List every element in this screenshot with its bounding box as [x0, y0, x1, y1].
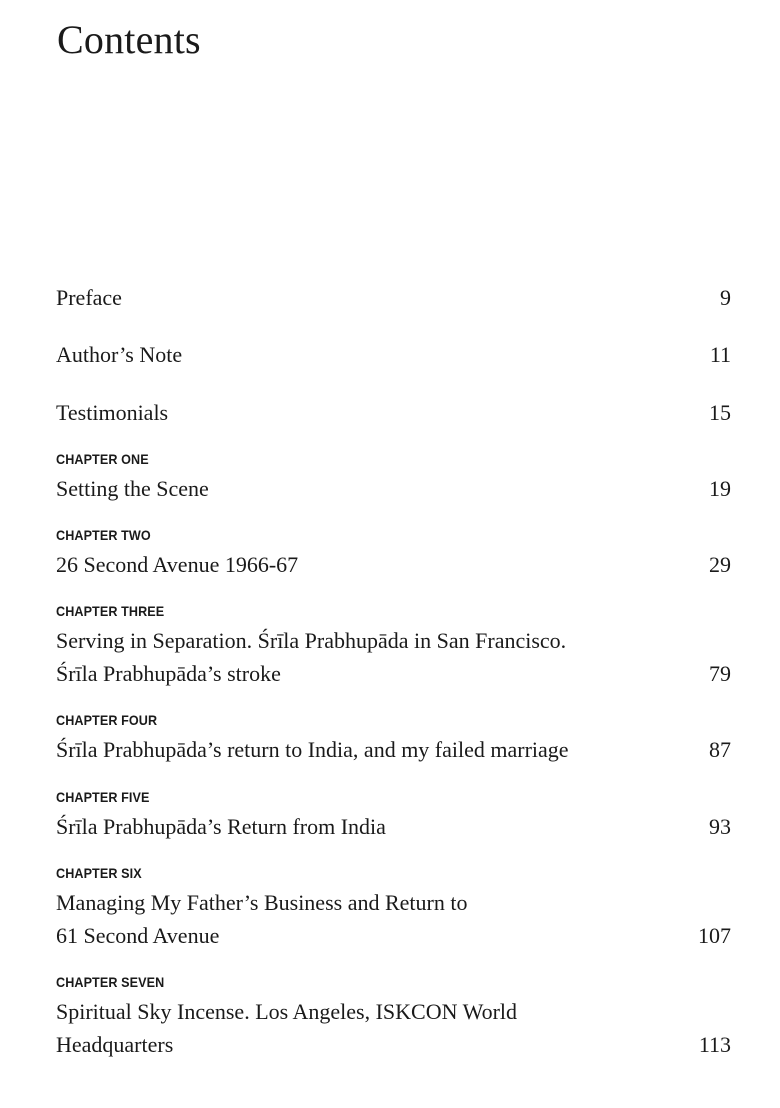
toc-row	[56, 995, 731, 1061]
toc-page-number: 113	[698, 1032, 731, 1057]
toc-row	[56, 338, 731, 371]
toc-page-number: 15	[709, 400, 731, 425]
toc-entry-title-line: 61 Second Avenue	[56, 923, 220, 948]
toc-entry-title-line: Spiritual Sky Incense. Los Angeles, ISKCON World	[56, 999, 518, 1024]
toc-entry-title-line: Managing My Father’s Business and Return to	[56, 890, 468, 915]
toc-row	[56, 624, 731, 690]
toc-entry-title: Śrīla Prabhupāda’s Return from India	[56, 814, 386, 839]
toc-entry-title: Preface	[56, 285, 122, 310]
toc-row	[56, 281, 731, 314]
toc-entry-authors-note[interactable]	[56, 338, 731, 371]
toc-entry-title-line: Serving in Separation. Śrīla Prabhupāda in San Francisco.	[56, 628, 567, 653]
toc-row	[56, 548, 731, 581]
toc-row	[56, 472, 731, 505]
toc-page-number: 9	[720, 285, 731, 310]
chapter-label: CHAPTER SEVEN	[56, 974, 165, 990]
toc-page-number: 93	[709, 814, 731, 839]
toc-entry-chapter-one[interactable]	[56, 450, 731, 505]
toc-entry-chapter-four[interactable]	[56, 711, 731, 766]
toc-entry-chapter-six[interactable]	[56, 864, 731, 952]
toc-row	[56, 810, 731, 843]
toc-page-number: 79	[709, 661, 731, 686]
toc-entry-title: 26 Second Avenue 1966-67	[56, 552, 299, 577]
toc-row	[56, 733, 731, 766]
chapter-label: CHAPTER THREE	[56, 603, 165, 619]
toc-page-number: 107	[698, 923, 731, 948]
toc-entry-testimonials[interactable]	[56, 396, 731, 429]
toc-page-number: 11	[709, 342, 731, 367]
page-title: Contents	[57, 17, 201, 62]
toc-entry-title-line: Headquarters	[56, 1032, 174, 1057]
chapter-label: CHAPTER TWO	[56, 527, 151, 543]
toc-row	[56, 886, 731, 952]
toc-entry-chapter-seven[interactable]	[56, 973, 731, 1061]
toc-entry-preface[interactable]	[56, 281, 731, 314]
toc-entry-title: Śrīla Prabhupāda’s return to India, and my failed marriage	[56, 737, 569, 762]
toc-page-number: 19	[709, 476, 731, 501]
toc-entry-chapter-two[interactable]	[56, 526, 731, 581]
toc-entry-chapter-five[interactable]	[56, 788, 731, 843]
toc-entry-chapter-three[interactable]	[56, 602, 731, 690]
chapter-label: CHAPTER ONE	[56, 451, 149, 467]
chapter-label: CHAPTER SIX	[56, 865, 142, 881]
toc-row	[56, 396, 731, 429]
toc-entry-title: Testimonials	[56, 400, 169, 425]
toc-entry-title: Setting the Scene	[56, 476, 209, 501]
chapter-label: CHAPTER FIVE	[56, 789, 150, 805]
toc-page-number: 29	[709, 552, 731, 577]
chapter-label: CHAPTER FOUR	[56, 712, 158, 728]
toc-page-number: 87	[709, 737, 731, 762]
toc-entry-title: Author’s Note	[56, 342, 183, 367]
toc-entry-title-line: Śrīla Prabhupāda’s stroke	[56, 661, 281, 686]
